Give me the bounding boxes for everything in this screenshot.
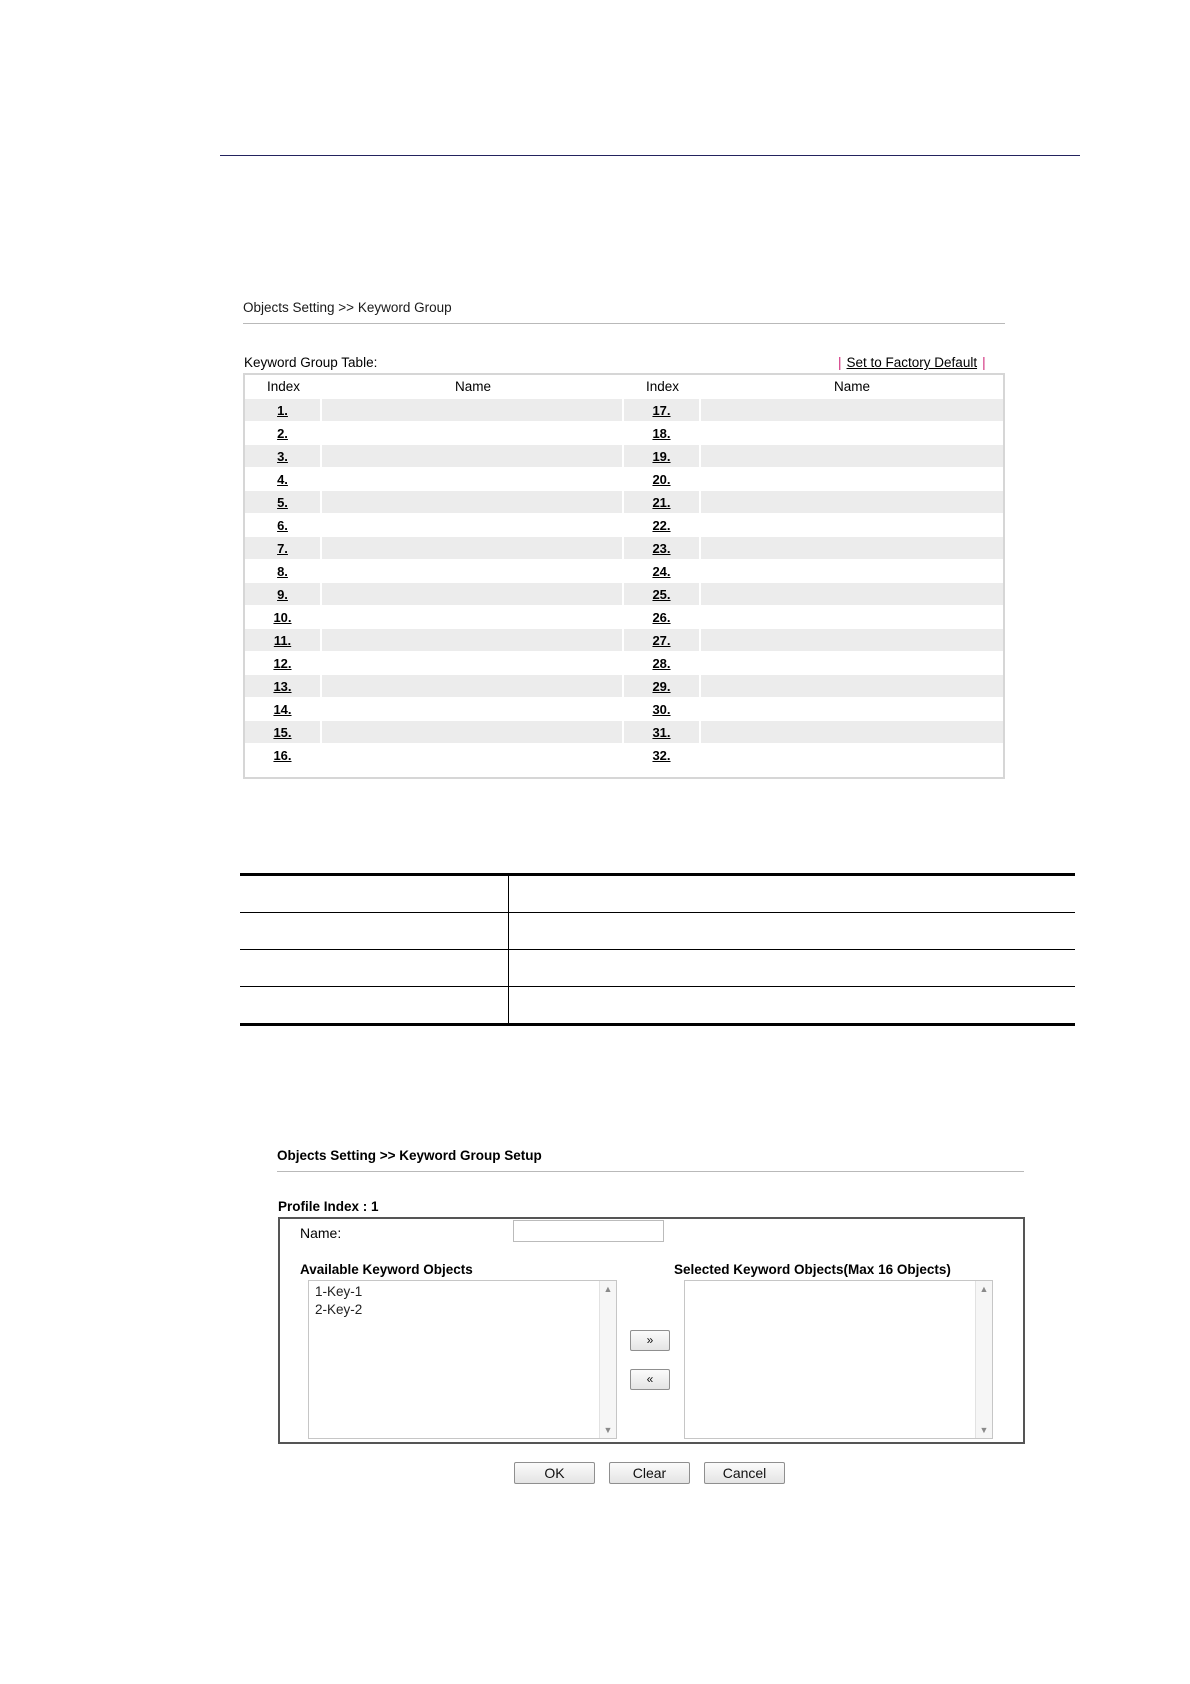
name-cell <box>701 674 1003 697</box>
selected-keyword-objects-label: Selected Keyword Objects(Max 16 Objects) <box>674 1262 951 1277</box>
available-keyword-objects-label: Available Keyword Objects <box>300 1262 473 1277</box>
index-cell <box>245 513 322 536</box>
name-cell <box>701 490 1003 513</box>
profile-index-link[interactable]: 7. <box>277 540 288 556</box>
index-cell <box>624 697 701 720</box>
name-cell <box>701 582 1003 605</box>
profile-index-link[interactable]: 5. <box>277 494 288 510</box>
name-cell <box>322 582 624 605</box>
scroll-down-arrow-icon[interactable]: ▼ <box>979 1425 989 1435</box>
description-table <box>240 873 1075 1026</box>
clear-button[interactable]: Clear <box>609 1462 690 1484</box>
profile-index-link[interactable]: 9. <box>277 586 288 602</box>
index-cell <box>245 421 322 444</box>
keyword-group-rows <box>245 398 1003 766</box>
table-cell <box>240 913 509 949</box>
profile-index-link[interactable]: 6. <box>277 517 288 533</box>
table-cell <box>240 950 509 986</box>
profile-index-link[interactable]: 14. <box>273 701 292 717</box>
name-input[interactable] <box>513 1220 664 1242</box>
index-cell <box>624 513 701 536</box>
profile-index-link[interactable]: 1. <box>277 402 288 418</box>
page-header-rule <box>220 155 1080 156</box>
column-header-name: Name <box>833 379 870 394</box>
table-cell <box>240 987 509 1023</box>
name-cell <box>322 651 624 674</box>
profile-index-link[interactable]: 17. <box>652 402 671 418</box>
index-cell <box>245 582 322 605</box>
table-cell <box>240 876 509 912</box>
name-cell <box>322 628 624 651</box>
index-cell <box>245 720 322 743</box>
index-cell <box>245 628 322 651</box>
table-row <box>245 559 1003 582</box>
name-cell <box>701 651 1003 674</box>
index-cell <box>245 559 322 582</box>
index-cell <box>624 720 701 743</box>
index-cell <box>624 421 701 444</box>
name-cell <box>701 536 1003 559</box>
add-to-selected-button[interactable]: » <box>630 1330 670 1351</box>
profile-index-label: Profile Index : 1 <box>278 1199 379 1214</box>
table-row <box>245 467 1003 490</box>
scroll-down-arrow-icon[interactable]: ▼ <box>603 1425 613 1435</box>
index-cell <box>245 651 322 674</box>
index-cell <box>624 536 701 559</box>
index-cell <box>624 605 701 628</box>
index-cell <box>624 743 701 766</box>
profile-index-link[interactable]: 23. <box>652 540 671 556</box>
column-header-index: Index <box>645 379 680 394</box>
profile-index-link[interactable]: 27. <box>652 632 671 648</box>
name-cell <box>701 421 1003 444</box>
profile-index-link[interactable]: 29. <box>652 678 671 694</box>
setup-breadcrumb: Objects Setting >> Keyword Group Setup <box>277 1148 542 1163</box>
name-cell <box>701 720 1003 743</box>
remove-from-selected-button[interactable]: « <box>630 1369 670 1390</box>
index-cell <box>245 674 322 697</box>
profile-index-link[interactable]: 11. <box>273 632 292 648</box>
name-cell <box>322 421 624 444</box>
name-cell <box>322 674 624 697</box>
profile-index-link[interactable]: 19. <box>652 448 671 464</box>
profile-index-link[interactable]: 24. <box>652 563 671 579</box>
separator: | <box>982 355 986 370</box>
profile-index-link[interactable]: 32. <box>652 747 671 763</box>
profile-index-link[interactable]: 3. <box>277 448 288 464</box>
profile-index-link[interactable]: 8. <box>277 563 288 579</box>
profile-index-link[interactable]: 28. <box>652 655 671 671</box>
name-cell <box>701 513 1003 536</box>
name-cell <box>322 697 624 720</box>
keyword-group-table-title: Keyword Group Table: <box>244 355 378 370</box>
index-cell <box>245 444 322 467</box>
ok-button[interactable]: OK <box>514 1462 595 1484</box>
index-cell <box>624 467 701 490</box>
name-cell <box>322 398 624 421</box>
table-row <box>245 720 1003 743</box>
index-cell <box>624 490 701 513</box>
table-row <box>245 536 1003 559</box>
table-row <box>245 651 1003 674</box>
breadcrumb-divider <box>243 323 1005 324</box>
index-cell <box>624 674 701 697</box>
profile-index-link[interactable]: 21. <box>652 494 671 510</box>
profile-index-link[interactable]: 26. <box>652 609 671 625</box>
scroll-up-arrow-icon[interactable]: ▲ <box>979 1284 989 1294</box>
name-cell <box>322 605 624 628</box>
table-row <box>245 513 1003 536</box>
column-header-index: Index <box>266 379 301 394</box>
selected-keyword-objects-list[interactable] <box>684 1280 993 1439</box>
profile-index-link[interactable]: 16. <box>273 747 292 763</box>
table-row <box>245 490 1003 513</box>
index-cell <box>245 605 322 628</box>
name-cell <box>701 628 1003 651</box>
profile-index-link[interactable]: 15. <box>273 724 292 740</box>
separator: | <box>838 355 842 370</box>
name-cell <box>322 720 624 743</box>
cancel-button[interactable]: Cancel <box>704 1462 785 1484</box>
profile-index-link[interactable]: 2. <box>277 425 288 441</box>
index-cell <box>245 743 322 766</box>
table-row <box>245 743 1003 766</box>
table-row <box>245 582 1003 605</box>
name-cell <box>322 536 624 559</box>
table-row <box>240 987 1075 1023</box>
table-row <box>240 913 1075 950</box>
table-row <box>245 628 1003 651</box>
profile-index-link[interactable]: 10. <box>273 609 292 625</box>
keyword-group-table <box>243 373 1005 779</box>
table-row <box>240 950 1075 987</box>
scroll-up-arrow-icon[interactable]: ▲ <box>603 1284 613 1294</box>
index-cell <box>245 467 322 490</box>
table-row <box>245 398 1003 421</box>
setup-breadcrumb-divider <box>277 1171 1024 1172</box>
name-cell <box>322 444 624 467</box>
name-cell <box>701 697 1003 720</box>
profile-index-link[interactable]: 22. <box>652 517 671 533</box>
list-item[interactable]: 1-Key-1 <box>315 1284 363 1299</box>
profile-index-link[interactable]: 25. <box>652 586 671 602</box>
available-keyword-objects-list[interactable] <box>308 1280 617 1439</box>
scrollbar[interactable] <box>599 1281 616 1438</box>
table-row <box>245 605 1003 628</box>
name-cell <box>322 490 624 513</box>
table-row <box>245 697 1003 720</box>
profile-index-link[interactable]: 12. <box>273 655 292 671</box>
profile-index-link[interactable]: 30. <box>652 701 671 717</box>
index-cell <box>245 536 322 559</box>
column-header-name: Name <box>454 379 491 394</box>
table-row <box>245 674 1003 697</box>
index-cell <box>245 490 322 513</box>
name-cell <box>701 398 1003 421</box>
profile-index-link[interactable]: 13. <box>273 678 292 694</box>
name-cell <box>701 605 1003 628</box>
table-row <box>245 421 1003 444</box>
profile-index-link[interactable]: 31. <box>652 724 671 740</box>
index-cell <box>624 651 701 674</box>
breadcrumb: Objects Setting >> Keyword Group <box>243 300 452 315</box>
name-cell <box>322 743 624 766</box>
index-cell <box>624 628 701 651</box>
index-cell <box>624 582 701 605</box>
name-cell <box>701 559 1003 582</box>
table-row <box>245 444 1003 467</box>
name-cell <box>322 559 624 582</box>
index-cell <box>245 398 322 421</box>
index-cell <box>245 697 322 720</box>
scrollbar[interactable] <box>975 1281 992 1438</box>
index-cell <box>624 444 701 467</box>
list-item[interactable]: 2-Key-2 <box>315 1302 363 1317</box>
profile-index-link[interactable]: 20. <box>652 471 671 487</box>
index-cell <box>624 398 701 421</box>
name-cell <box>701 444 1003 467</box>
factory-default-area <box>838 355 986 370</box>
name-cell <box>322 467 624 490</box>
index-cell <box>624 559 701 582</box>
profile-index-link[interactable]: 4. <box>277 471 288 487</box>
name-cell <box>322 513 624 536</box>
name-cell <box>701 467 1003 490</box>
set-to-factory-default-link[interactable]: Set to Factory Default <box>846 355 978 370</box>
table-row <box>240 876 1075 913</box>
name-label: Name: <box>300 1225 342 1241</box>
name-cell <box>701 743 1003 766</box>
profile-index-link[interactable]: 18. <box>652 425 671 441</box>
